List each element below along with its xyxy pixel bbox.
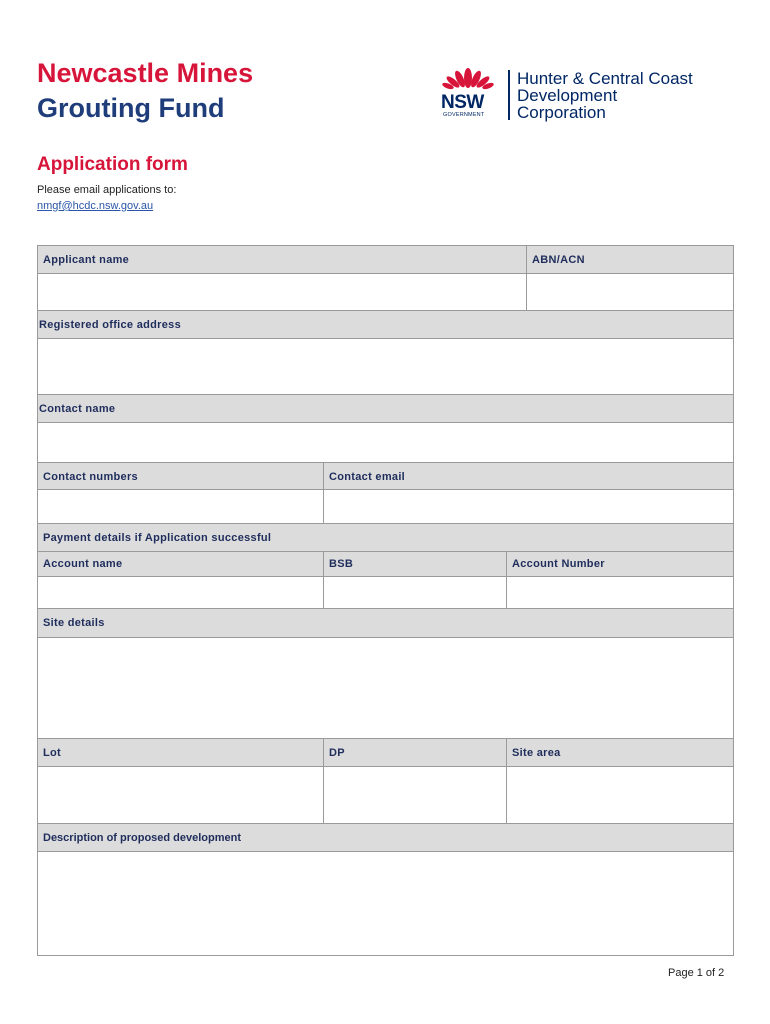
contact-email-field[interactable] <box>324 490 733 523</box>
description-field[interactable] <box>38 852 733 955</box>
contact-email-label: Contact email <box>324 463 733 489</box>
nsw-hccdc-logo <box>440 64 740 124</box>
contact-numbers-field[interactable] <box>38 490 324 523</box>
contact-name-field[interactable] <box>38 423 733 462</box>
site-details-label: Site details <box>38 609 733 637</box>
account-name-label: Account name <box>38 552 324 576</box>
logo-divider <box>508 70 510 120</box>
description-label: Description of proposed development <box>38 824 733 851</box>
account-name-field[interactable] <box>38 577 324 608</box>
abn-acn-field[interactable] <box>527 274 733 310</box>
org-name-line-1: Hunter & Central Coast <box>517 69 693 88</box>
email-link[interactable]: nmgf@hcdc.nsw.gov.au <box>37 200 154 212</box>
account-number-field[interactable] <box>507 577 733 608</box>
email-instruction: Please email applications to: <box>37 184 177 196</box>
applicant-name-field[interactable] <box>38 274 527 310</box>
registered-office-field[interactable] <box>38 339 733 394</box>
site-details-field[interactable] <box>38 638 733 738</box>
site-area-label: Site area <box>507 739 733 766</box>
abn-acn-label: ABN/ACN <box>527 246 733 273</box>
registered-office-label: Registered office address <box>38 311 733 338</box>
contact-numbers-label: Contact numbers <box>38 463 324 489</box>
org-name-line-3: Corporation <box>517 103 606 122</box>
bsb-label: BSB <box>324 552 507 576</box>
contact-name-label: Contact name <box>38 395 733 422</box>
site-area-field[interactable] <box>507 767 733 823</box>
nsw-wordmark: NSW <box>441 92 484 113</box>
application-form-table <box>37 245 734 956</box>
org-name-line-2: Development <box>517 86 618 105</box>
payment-details-label: Payment details if Application successful <box>38 524 733 551</box>
page-number: Page 1 of 2 <box>668 967 725 979</box>
applicant-name-label: Applicant name <box>38 246 527 273</box>
government-label: GOVERNMENT <box>443 112 485 118</box>
title-line-1: Newcastle Mines <box>37 58 254 88</box>
lot-field[interactable] <box>38 767 324 823</box>
lot-label: Lot <box>38 739 324 766</box>
dp-label: DP <box>324 739 507 766</box>
bsb-field[interactable] <box>324 577 507 608</box>
title-line-2: Grouting Fund <box>37 93 225 123</box>
application-form-heading: Application form <box>37 154 188 175</box>
dp-field[interactable] <box>324 767 507 823</box>
account-number-label: Account Number <box>507 552 733 576</box>
